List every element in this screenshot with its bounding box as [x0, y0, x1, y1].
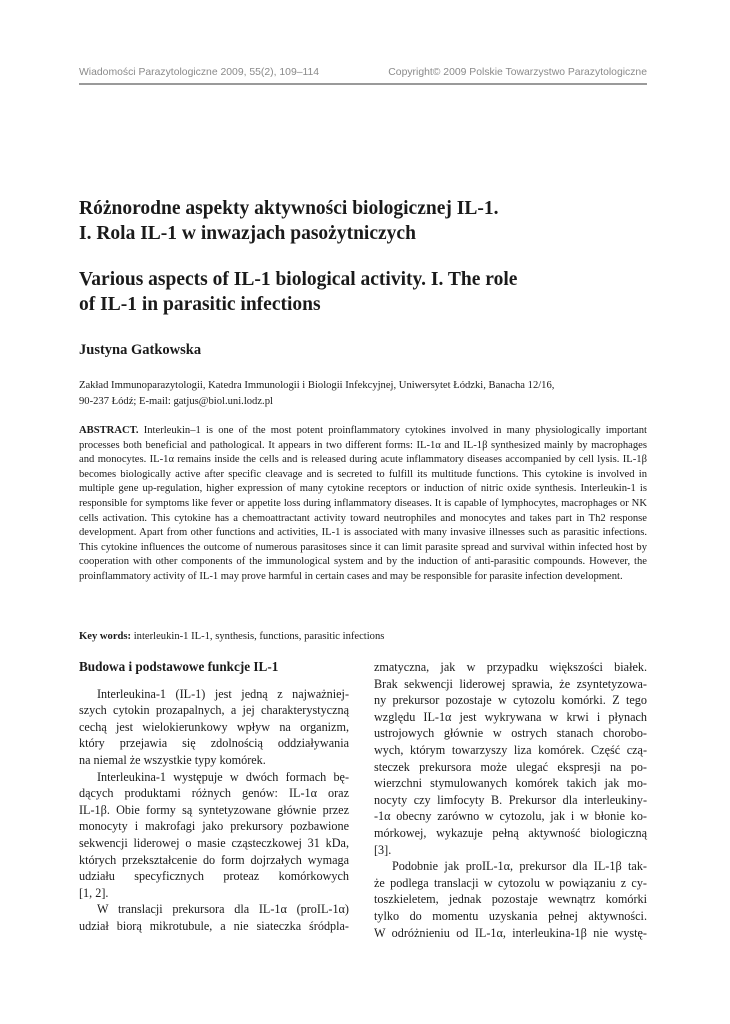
affiliation-line: 90-237 Łódź; E-mail: gatjus@biol.uni.lodz.pl [79, 396, 273, 407]
journal-citation: Wiadomości Parazytologiczne 2009, 55(2), 109–114 [79, 67, 320, 78]
affiliation-line: Zakład Immunoparazytologii, Katedra Immunologii i Biologii Infekcyjnej, Uniwersytet Łódzki, Banacha 12/16, [79, 380, 555, 391]
text-line: -1α obecny zarówno w cytozolu, jak i w błonie ko- [374, 809, 647, 824]
text-line: których przekształcenie do form dojrzałych wymaga [79, 852, 349, 867]
text-line: względu IL-1α jest wykrywana w krwi i płynach [374, 709, 647, 724]
right-column-body [374, 659, 647, 941]
text-line: monocyty i makrofagi jako prekursory pozbawione [79, 819, 349, 834]
abstract-label: ABSTRACT. [79, 425, 139, 436]
affiliation [79, 378, 647, 410]
right-column [374, 659, 647, 941]
text-line: wych, którym towarzyszy liza komórek. Część czą- [374, 742, 647, 757]
text-line: Interleukina-1 (IL-1) jest jedną z najważniej- [97, 686, 349, 701]
text-line: szych cytokin prozapalnych, a jej charakterystyczną [79, 703, 349, 718]
copyright-notice: Copyright© 2009 Polskie Towarzystwo Parazytologiczne [388, 67, 647, 78]
author-name: Justyna Gatkowska [79, 342, 202, 358]
text-line: udziału specyficznych proteaz komórkowych [79, 869, 349, 884]
text-line: mórkowej, wykazuje pełną aktywność biologiczną [374, 825, 647, 840]
text-line: zmatyczna, jak w przypadku większości białek. [374, 660, 647, 674]
text-line: toszkieletem, jednak pozostaje wewnątrz komórki [374, 892, 647, 907]
title-polish-line: Różnorodne aspekty aktywności biologicznej IL-1. [79, 198, 499, 219]
text-line: dących produktami różnych genów: IL-1α oraz [79, 786, 349, 801]
text-line: tylko do momentu uzyskania pełnej aktywności. [374, 908, 647, 923]
text-line: W translacji prekursora dla IL-1α (proIL-1α) [97, 902, 349, 917]
abstract [79, 424, 647, 585]
keywords-label: Key words: [79, 631, 132, 642]
left-column [79, 659, 349, 935]
text-line: [1, 2]. [79, 885, 109, 900]
text-line: Interleukina-1 występuje w dwóch formach bę- [97, 769, 349, 784]
text-line: że podlega translacji w cytozolu w powiązaniu z cy- [374, 875, 647, 890]
title-english [79, 267, 639, 317]
title-english-line: Various aspects of IL-1 biological activity. I. The role [79, 269, 518, 290]
text-line: który przejawia się zdolnością oddziaływania [79, 736, 349, 751]
section-heading: Budowa i podstawowe funkcje IL-1 [79, 659, 279, 674]
text-line: udział biorą mikrotubule, a nie siateczka śródpla- [79, 918, 349, 933]
text-line: ny prekursor pozostaje w cytozolu komórki. Z tego [374, 693, 647, 708]
text-line: cechą jest wielokierunkowy wpływ na organizm, [79, 719, 349, 734]
title-english-line: of IL-1 in parasitic infections [79, 294, 321, 315]
text-line: IL-1β. Obie formy są syntetyzowane głównie przez [79, 802, 349, 817]
text-line: nocyty czy limfocyty B. Prekursor dla interleukiny- [374, 792, 647, 807]
text-line: wierzchni stymulowanych komórek takich jak mo- [374, 776, 647, 791]
title-polish [79, 196, 639, 246]
text-line: steczek prekursora może ulegać ekspresji na po- [374, 759, 647, 774]
title-polish-line: I. Rola IL-1 w inwazjach pasożytniczych [79, 223, 416, 244]
keywords [79, 631, 384, 642]
text-line: ustrojowych głównie w ostrych stanach chorobo- [374, 726, 647, 741]
text-line: [3]. [374, 842, 392, 857]
text-line: Brak sekwencji liderowej sprawia, że zsyntetyzowa- [374, 676, 647, 691]
text-line: na niemal że wszystkie typy komórek. [79, 752, 266, 767]
left-column-body [79, 686, 349, 935]
keywords-text: interleukin-1 IL-1, synthesis, functions, parasitic infections [131, 631, 385, 642]
text-line: sekwencji liderowej o masie cząsteczkowej 31 kDa, [79, 835, 349, 850]
text-line: Podobnie jak proIL-1α, prekursor dla IL-1β tak- [392, 859, 647, 874]
text-line: W odróżnieniu od IL-1α, interleukina-1β nie wystę- [374, 925, 647, 940]
header-rule [79, 83, 647, 85]
abstract-text: Interleukin–1 is one of the most potent proinflammatory cytokines involved in many physiologically important processes both beneficial and pathological. It appears in two different forms: IL-1α and IL-1β synthesized mainly by macrophages and monocytes. IL-1α remains inside the cells and is released during acute inflammatory diseases accompanied by cell lysis. IL-1β becomes biologically active after specific cleavage and is secreted to fulfill its multitude functions. This cytokine is involved in multiple gene up-regulation, higher expression of many cytokine receptors or induction of nitric oxide synthesis. Interleukin-1 is responsible for symptoms like fever or appetite loss during inflammatory diseases. It is capable of lymphocytes, macrophages or NK cells activation. This cytokine has a chemoattractant activity toward neutrophiles and monocytes and takes part in Th2 response development. Apart from other functions and activities, IL-1 is associated with many invasive illnesses such as parasitic infections. This cytokine influences the outcome of numerous parasitoses since it can limit parasite spread and survival within infected host by cooperation with other components of the immunological system and by the induction of anti-parasitic compounds. However, the proinflammatory activity of IL-1 may prove harmful in certain cases and may be responsible for parasite infection development. [79, 425, 647, 582]
